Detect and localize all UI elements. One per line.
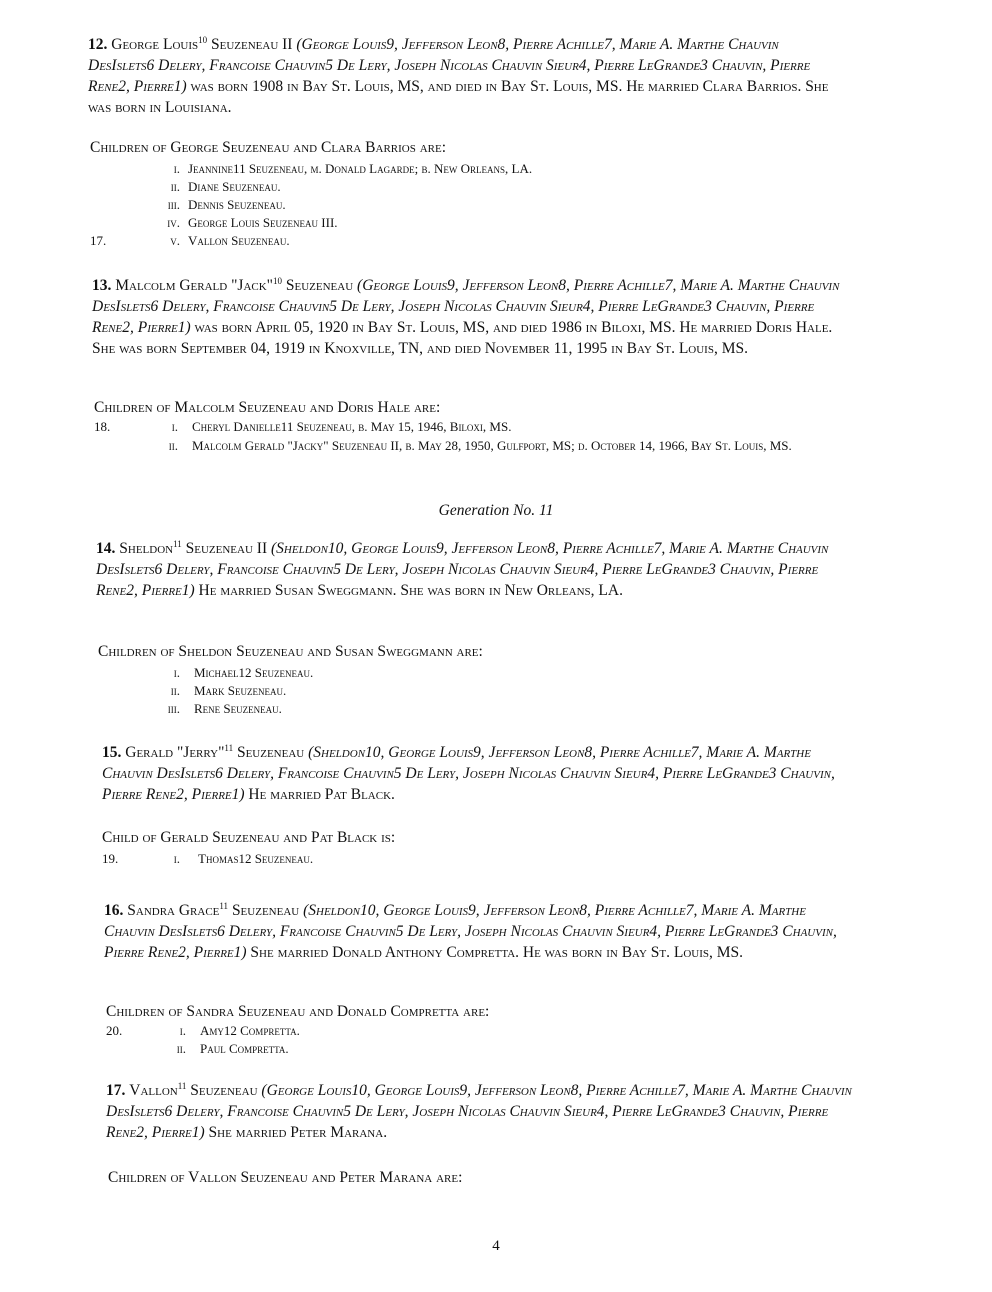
ancestry-line: (George Louis9, Jefferson Leon8, Pierre Achille7, Marie A. Marthe Chauvin DesIslets6 Delery, Francoise Chauvin5 De Lery, Joseph Nicolas Chauvin Sieur4, Pierre LeGrande3 Chauvin, Pierre Rene2, Pierre1) bbox=[92, 277, 840, 336]
ancestry-line: (Sheldon10, George Louis9, Jefferson Leon8, Pierre Achille7, Marie A. Marthe Chauvin DesIslets6 Delery, Francoise Chauvin5 De Lery, Joseph Nicolas Chauvin Sieur4, Pierre LeGrande3 Chauvin, Pierre Rene2, Pierre1) bbox=[104, 902, 837, 961]
entry-number: 13. bbox=[92, 277, 112, 294]
entry-number: 14. bbox=[96, 540, 116, 557]
generation-number: 10 bbox=[198, 34, 208, 45]
subject-surname: Seuzeneau bbox=[236, 744, 305, 761]
child-text: Diane Seuzeneau. bbox=[188, 179, 281, 194]
ancestry-line: (Sheldon10, George Louis9, Jefferson Leon8, Pierre Achille7, Marie A. Marthe Chauvin DesIslets6 Delery, Francoise Chauvin5 De Lery, Joseph Nicolas Chauvin Sieur4, Pierre LeGrande3 Chauvin, Pierre Rene2, Pierre1) bbox=[96, 540, 829, 599]
children-intro: Children of Vallon Seuzeneau and Peter Marana are: bbox=[108, 1169, 463, 1186]
subject-name: Vallon bbox=[129, 1082, 178, 1099]
children-intro: Children of Malcolm Seuzeneau and Doris Hale are: bbox=[94, 399, 441, 416]
entry-details: She married Donald Anthony Compretta. He was born in Bay St. Louis, MS. bbox=[250, 944, 744, 961]
child-roman: v. bbox=[170, 233, 180, 248]
generation-number: 11 bbox=[224, 742, 234, 753]
child-text: Michael12 Seuzeneau. bbox=[194, 665, 314, 680]
entry-number: 12. bbox=[88, 36, 108, 53]
child-roman: ii. bbox=[168, 438, 178, 453]
child-ref-number: 19. bbox=[102, 851, 119, 866]
child-ref-number: 17. bbox=[90, 233, 107, 248]
child-text: George Louis Seuzeneau III. bbox=[188, 215, 338, 230]
child-roman: i. bbox=[171, 419, 178, 434]
child-roman: i. bbox=[173, 665, 180, 680]
child-text: Malcolm Gerald "Jacky" Seuzeneau II, b. May 28, 1950, Gulfport, MS; d. October 14, 1966, Bay St. Louis, MS. bbox=[192, 438, 792, 453]
subject-name: George Louis bbox=[111, 36, 199, 53]
entry-paragraph bbox=[88, 34, 848, 118]
entry-number: 15. bbox=[102, 744, 122, 761]
children-intro: Children of Sandra Seuzeneau and Donald Compretta are: bbox=[106, 1003, 490, 1020]
children-intro: Children of George Seuzeneau and Clara Barrios are: bbox=[90, 139, 447, 156]
child-text: Rene Seuzeneau. bbox=[194, 701, 282, 716]
entry-paragraph bbox=[106, 1080, 858, 1143]
entry-details: She married Peter Marana. bbox=[208, 1124, 388, 1141]
subject-name: Gerald "Jerry" bbox=[125, 744, 225, 761]
subject-surname: Seuzeneau II bbox=[185, 540, 268, 557]
entry-paragraph bbox=[96, 538, 852, 601]
child-text: Vallon Seuzeneau. bbox=[188, 233, 290, 248]
child-text: Jeannine11 Seuzeneau, m. Donald Lagarde; b. New Orleans, LA. bbox=[188, 161, 533, 176]
ancestry-line: (George Louis9, Jefferson Leon8, Pierre Achille7, Marie A. Marthe Chauvin DesIslets6 Delery, Francoise Chauvin5 De Lery, Joseph Nicolas Chauvin Sieur4, Pierre LeGrande3 Chauvin, Pierre Rene2, Pierre1) bbox=[88, 36, 811, 95]
subject-surname: Seuzeneau bbox=[231, 902, 300, 919]
page-number: 4 bbox=[492, 1238, 500, 1254]
subject-name: Sandra Grace bbox=[127, 902, 220, 919]
entry-paragraph bbox=[104, 900, 856, 963]
subject-surname: Seuzeneau II bbox=[211, 36, 293, 53]
generation-number: 11 bbox=[173, 538, 182, 549]
child-text: Cheryl Danielle11 Seuzeneau, b. May 15, 1946, Biloxi, MS. bbox=[192, 419, 512, 434]
entry-details: was born 1908 in Bay St. Louis, MS, and died in Bay St. Louis, MS. He married Clara Barrios. She was born in Louisiana. bbox=[88, 78, 829, 116]
ancestry-line: (Sheldon10, George Louis9, Jefferson Leon8, Pierre Achille7, Marie A. Marthe Chauvin DesIslets6 Delery, Francoise Chauvin5 De Lery, Joseph Nicolas Chauvin Sieur4, Pierre LeGrande3 Chauvin, Pierre Rene2, Pierre1) bbox=[102, 744, 835, 803]
child-roman: ii. bbox=[170, 179, 180, 194]
child-roman: i. bbox=[179, 1023, 186, 1038]
child-text: Dennis Seuzeneau. bbox=[188, 197, 286, 212]
subject-surname: Seuzeneau bbox=[190, 1082, 258, 1099]
subject-surname: Seuzeneau bbox=[285, 277, 354, 294]
entry-paragraph bbox=[92, 275, 850, 359]
entry-details: He married Susan Sweggmann. She was born in New Orleans, LA. bbox=[198, 582, 623, 599]
child-roman: ii. bbox=[170, 683, 180, 698]
generation-number: 10 bbox=[273, 275, 282, 286]
entry-details: was born April 05, 1920 in Bay St. Louis, MS, and died 1986 in Biloxi, MS. He married Doris Hale. She was born September 04, 1919 in Knoxville, TN, and died November 11, 1995 in Bay St. Louis, MS. bbox=[92, 319, 833, 357]
child-roman: ii. bbox=[176, 1041, 186, 1056]
children-intro: Child of Gerald Seuzeneau and Pat Black is: bbox=[102, 829, 396, 846]
generation-heading: Generation No. 11 bbox=[438, 502, 554, 519]
entry-details: He married Pat Black. bbox=[248, 786, 395, 803]
child-text: Amy12 Compretta. bbox=[200, 1023, 300, 1038]
entry-number: 17. bbox=[106, 1082, 126, 1099]
child-roman: iv. bbox=[167, 215, 180, 230]
child-roman: i. bbox=[173, 851, 180, 866]
subject-name: Sheldon bbox=[119, 540, 174, 557]
child-roman: i. bbox=[173, 161, 180, 176]
child-text: Thomas12 Seuzeneau. bbox=[198, 851, 314, 866]
child-text: Paul Compretta. bbox=[200, 1041, 289, 1056]
child-roman: iii. bbox=[167, 701, 180, 716]
subject-name: Malcolm Gerald "Jack" bbox=[115, 277, 273, 294]
generation-number: 11 bbox=[177, 1080, 187, 1091]
generation-number: 11 bbox=[219, 900, 229, 911]
child-ref-number: 18. bbox=[94, 419, 111, 434]
entry-paragraph bbox=[102, 742, 854, 805]
child-roman: iii. bbox=[167, 197, 180, 212]
entry-number: 16. bbox=[104, 902, 124, 919]
child-ref-number: 20. bbox=[106, 1023, 123, 1038]
ancestry-line: (George Louis10, George Louis9, Jefferson Leon8, Pierre Achille7, Marie A. Marthe Chauvin DesIslets6 Delery, Francoise Chauvin5 De Lery, Joseph Nicolas Chauvin Sieur4, Pierre LeGrande3 Chauvin, Pierre Rene2, Pierre1) bbox=[106, 1082, 852, 1141]
child-text: Mark Seuzeneau. bbox=[194, 683, 287, 698]
children-intro: Children of Sheldon Seuzeneau and Susan Sweggmann are: bbox=[98, 643, 483, 660]
